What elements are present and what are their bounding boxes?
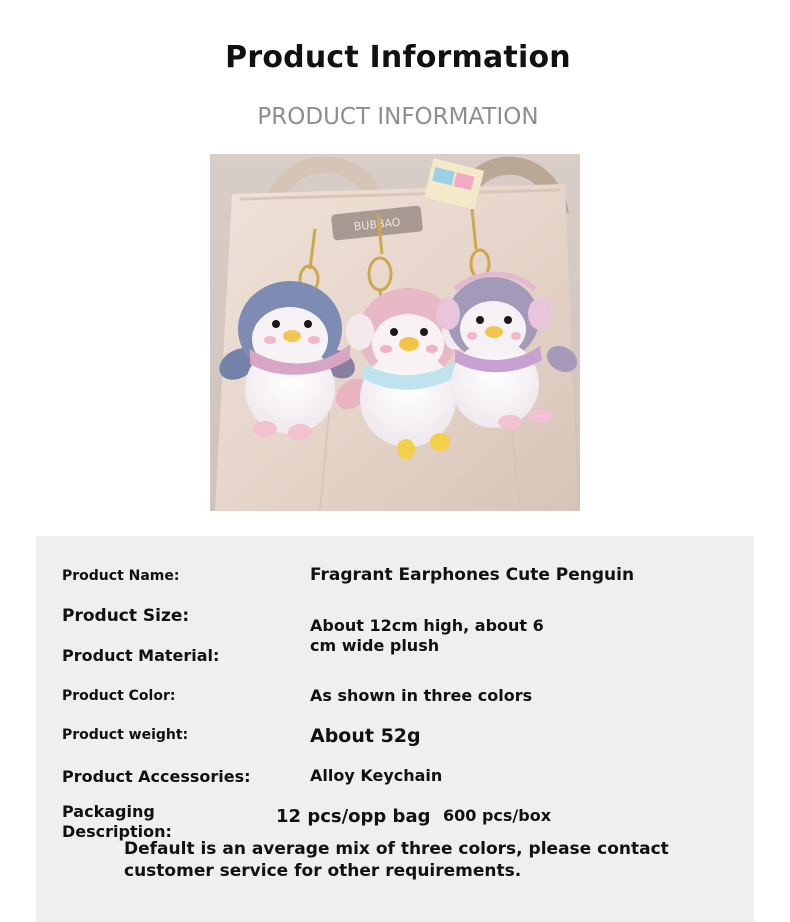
product-material-label: Product Material: (62, 646, 220, 665)
packaging-value-box: 600 pcs/box (443, 806, 552, 825)
product-name-label: Product Name: (62, 568, 180, 584)
product-weight-label: Product weight: (62, 727, 189, 743)
product-size-label: Product Size: (62, 606, 190, 626)
packaging-label: Packaging Description: (62, 802, 172, 841)
product-name-value: Fragrant Earphones Cute Penguin (310, 565, 635, 585)
bag-brand-text: BUBBAO (353, 215, 402, 234)
product-size-value: About 12cm high, about 6 cm wide plush (310, 616, 544, 655)
product-photo (210, 154, 580, 511)
packaging-value-bag: 12 pcs/opp bag (276, 806, 431, 827)
product-info-panel (36, 536, 754, 922)
product-color-value: As shown in three colors (310, 686, 533, 705)
color-mix-note: Default is an average mix of three colors, please contact customer service for other requirements. (124, 839, 669, 881)
page-title: Product Information (225, 40, 571, 75)
product-color-label: Product Color: (62, 688, 176, 704)
page-subtitle: PRODUCT INFORMATION (257, 104, 539, 130)
product-weight-value: About 52g (310, 725, 421, 747)
product-accessories-value: Alloy Keychain (310, 766, 443, 785)
product-accessories-label: Product Accessories: (62, 767, 251, 786)
